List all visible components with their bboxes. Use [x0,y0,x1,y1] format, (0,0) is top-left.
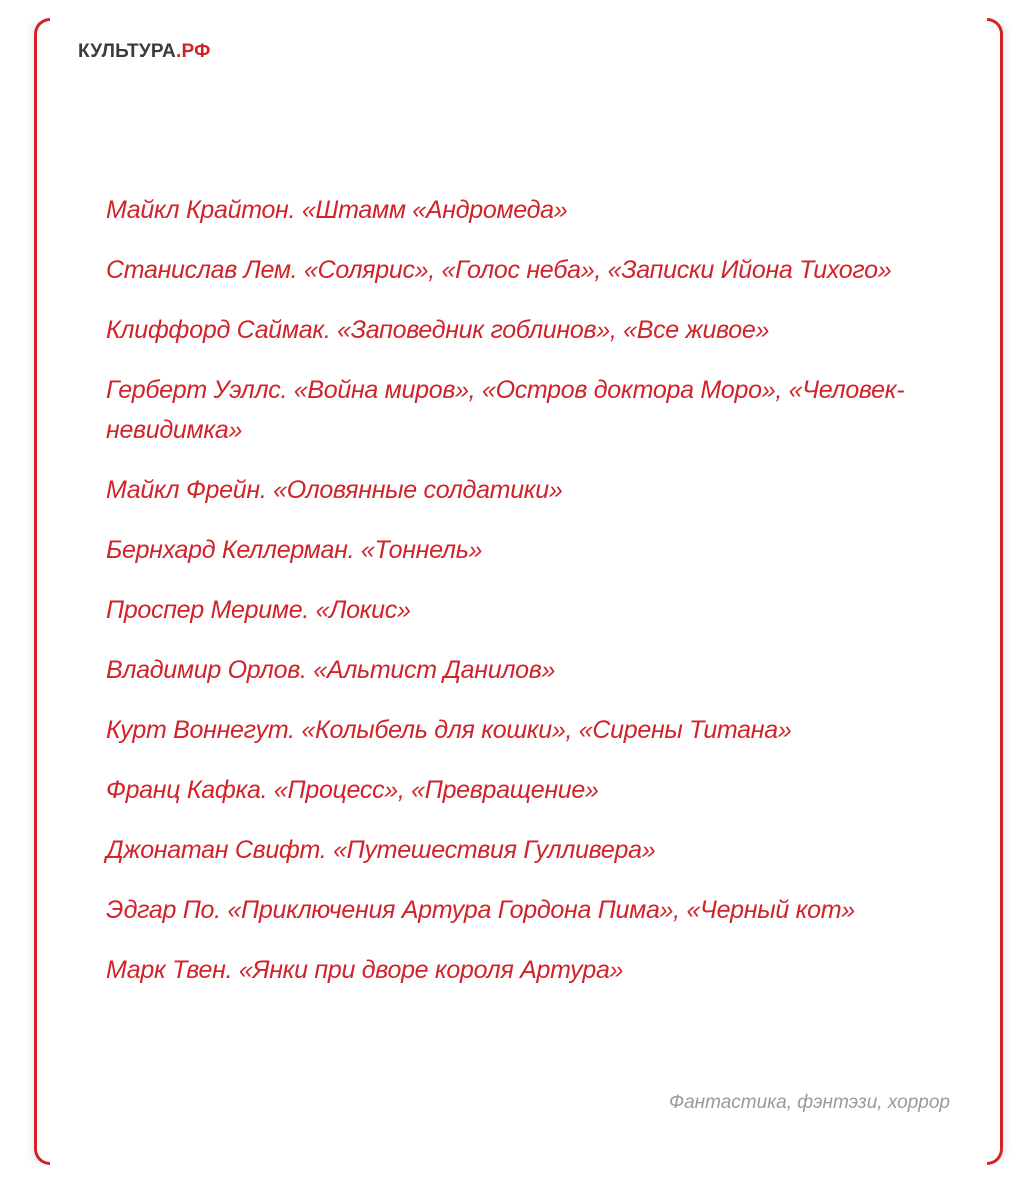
book-item [106,470,966,510]
book-author: Герберт Уэллс . [106,376,294,404]
book-titles: «Локис» [315,596,411,624]
book-author: Станислав Лем . [106,256,304,284]
book-item [106,770,966,810]
book-item [106,890,966,930]
book-titles: «Процесс», «Превращение» [273,776,599,804]
book-item [106,590,966,630]
logo-dot: . [175,41,182,62]
book-titles: «Тоннель» [360,536,483,564]
book-item [106,190,966,230]
book-item [106,650,966,690]
book-author: Клиффорд Саймак . [106,316,337,344]
book-titles: «Оловянные солдатики» [273,476,563,504]
left-frame-bracket [34,18,50,1165]
book-author: Курт Воннегут . [106,716,301,744]
book-titles: «Альтист Данилов» [313,656,556,684]
book-list [106,190,966,1010]
book-titles: «Янки при дворе короля Артура» [238,956,624,984]
book-author: Джонатан Свифт . [106,836,333,864]
book-titles: «Колыбель для кошки», «Сирены Титана» [301,716,792,744]
book-titles: «Заповедник гоблинов», «Все живое» [337,316,770,344]
book-titles: «Приключения Артура Гордона Пима», «Черный кот» [227,896,855,924]
book-titles: «Война миров», «Остров доктора Моро», «Человек-невидимка» [106,376,905,444]
book-item [106,370,966,450]
book-item [106,710,966,750]
book-author: Франц Кафка . [106,776,274,804]
category-caption: Фантастика, фэнтэзи, хоррор [668,1092,950,1113]
logo-domain-text: РФ [181,41,211,62]
book-author: Проспер Мериме . [106,596,316,624]
book-author: Марк Твен . [106,956,239,984]
right-frame-bracket [987,18,1003,1165]
book-titles: «Путешествия Гулливера» [333,836,656,864]
book-author: Бернхард Келлерман . [106,536,361,564]
logo-main-text: КУЛЬТУРА [78,41,176,62]
book-item [106,250,966,290]
book-titles: «Солярис», «Голос неба», «Записки Ийона Тихого» [303,256,892,284]
book-item [106,310,966,350]
book-author: Владимир Орлов . [106,656,313,684]
book-author: Майкл Фрейн . [106,476,273,504]
book-titles: «Штамм «Андромеда» [301,196,568,224]
book-item [106,950,966,990]
book-author: Майкл Крайтон . [106,196,302,224]
book-item [106,530,966,570]
book-author: Эдгар По . [106,896,227,924]
site-logo[interactable] [78,40,211,64]
book-item [106,830,966,870]
